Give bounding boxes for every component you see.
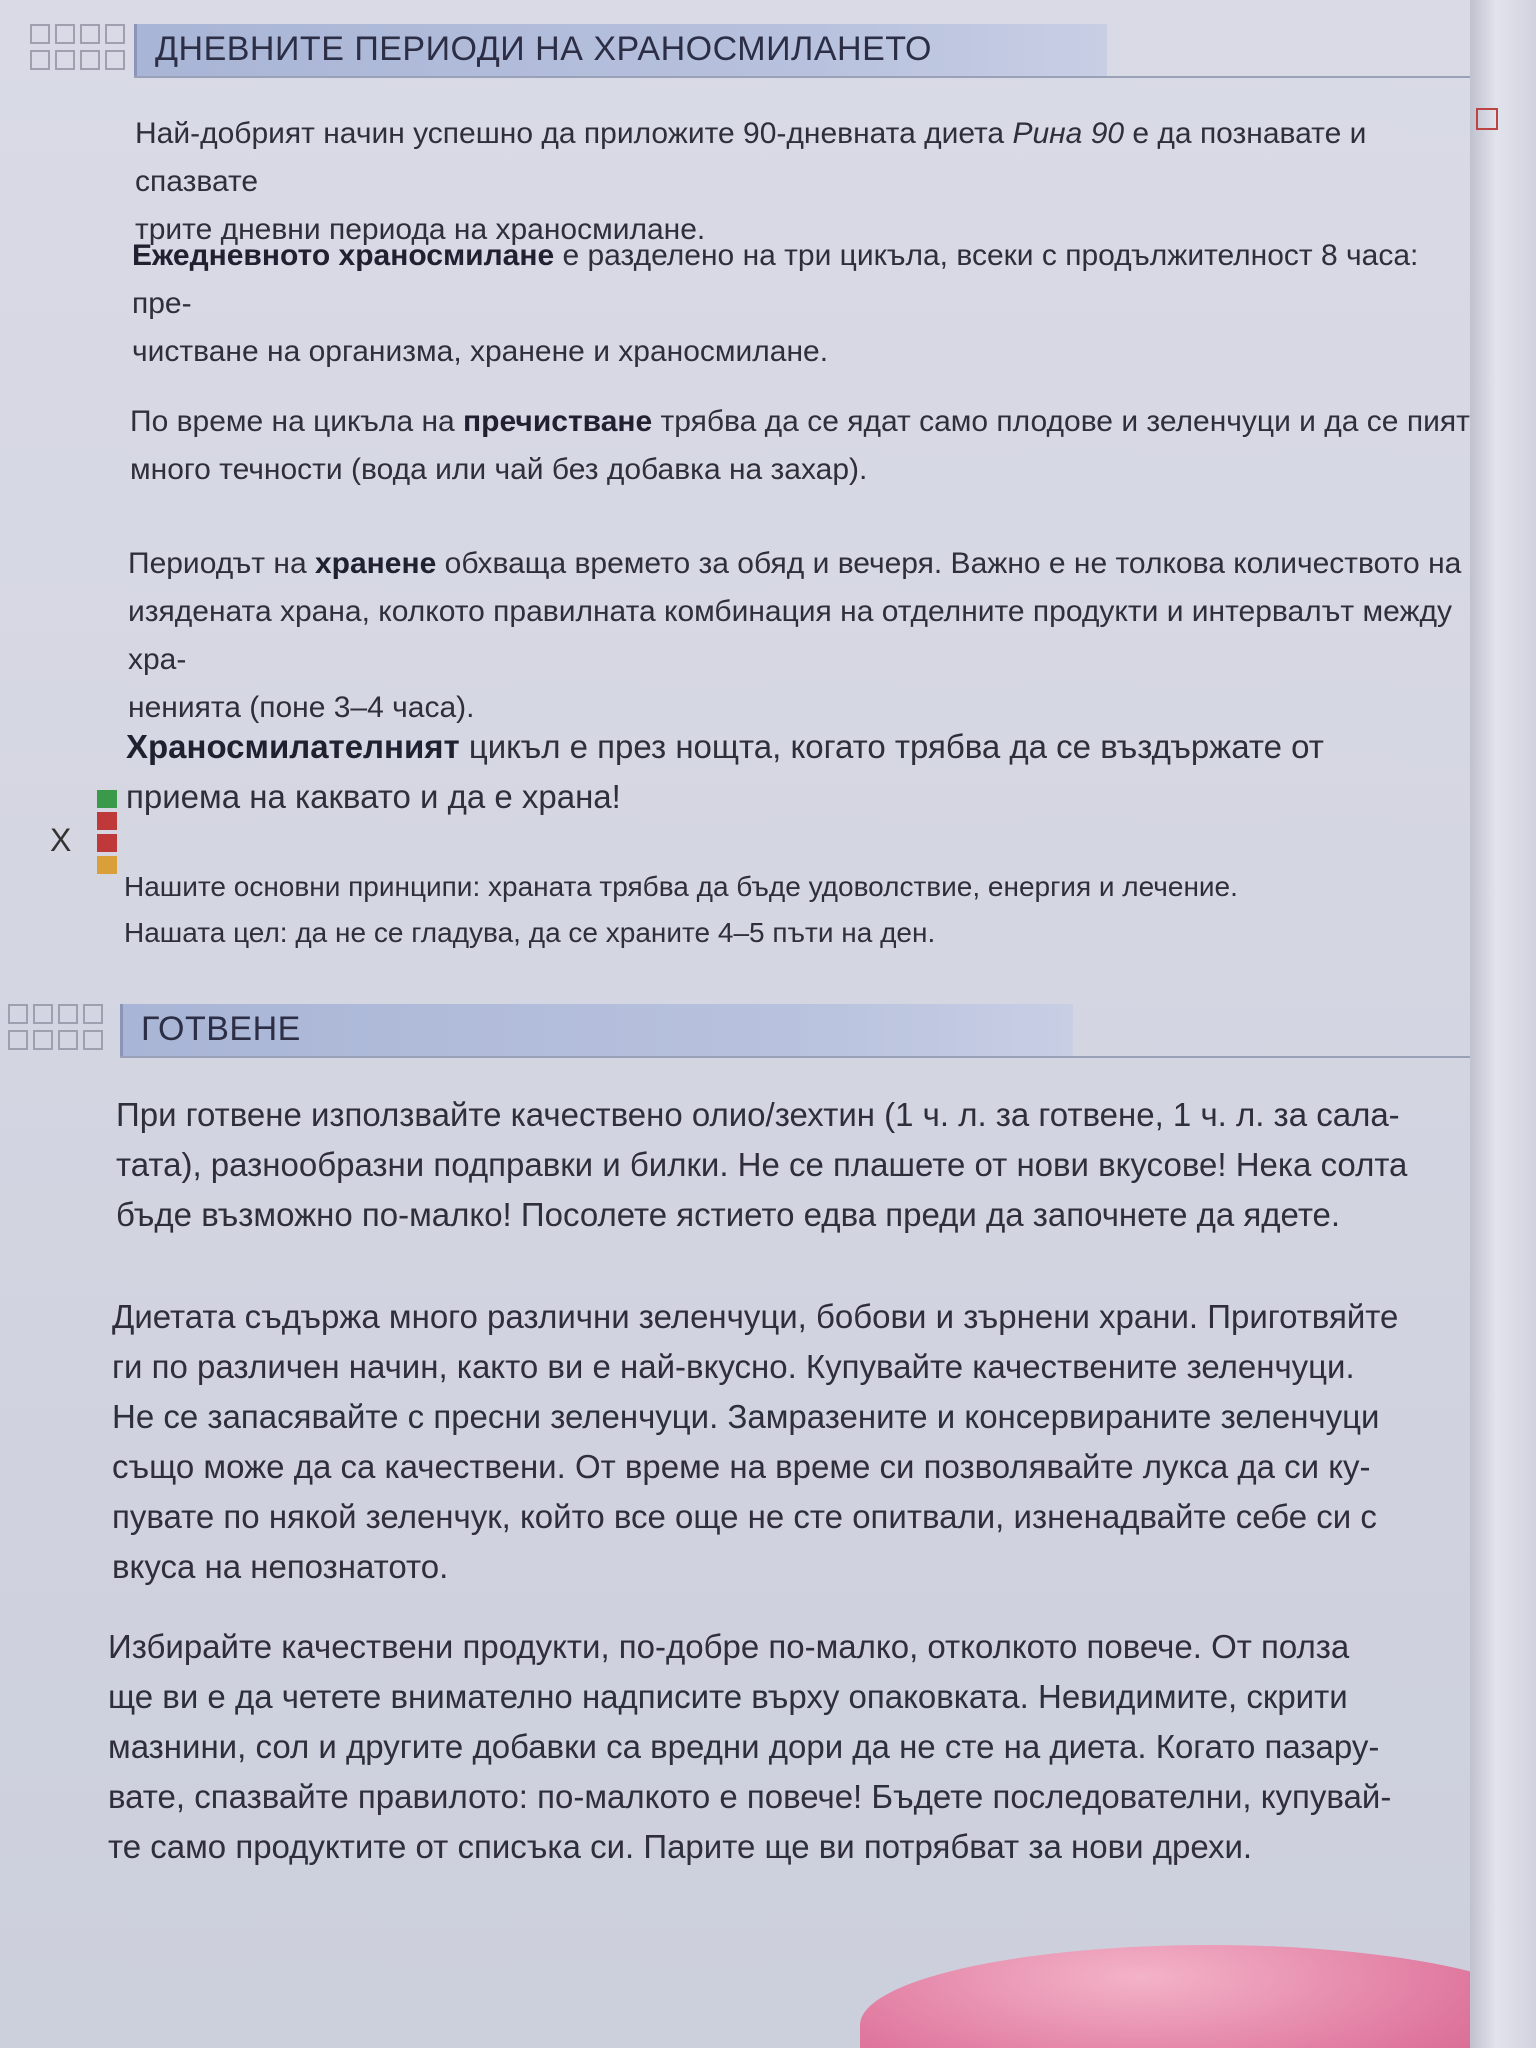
- paragraph-products: [108, 1622, 1488, 1872]
- text-line: ще ви е да четете внимателно надписите върху опаковката. Невидимите, скрити: [108, 1678, 1348, 1715]
- text: чистване на организма, хранене и храносмилане.: [132, 335, 829, 368]
- text: обхваща времето за обяд и вечеря. Важно е не толкова количеството на: [436, 547, 1462, 580]
- text: Най-добрият начин успешно да приложите 90-дневната диета: [135, 117, 1013, 150]
- text: трябва да се ядат само плодове и зеленчуци и да се пият: [652, 405, 1470, 438]
- section-title: ДНЕВНИТЕ ПЕРИОДИ НА ХРАНОСМИЛАНЕТО: [155, 30, 932, 68]
- text: изядената храна, колкото правилната комбинация на отделните продукти и интервалът между хра-: [128, 595, 1453, 676]
- grid-ornament-icon: [8, 1004, 108, 1056]
- bold-term: пречистване: [463, 405, 653, 438]
- text-line: вате, спазвайте правилото: по-малкото е повече! Бъдете последователни, купувай-: [108, 1778, 1392, 1815]
- color-markers: [97, 790, 117, 878]
- diet-name: Рина 90: [1012, 117, 1125, 150]
- text-line: също може да са качествени. От време на време си позволявайте лукса да си ку-: [112, 1448, 1371, 1485]
- section-header-digestion: [30, 20, 1450, 80]
- grid-ornament-icon: [30, 24, 130, 76]
- text: трите дневни периода на храносмилане.: [135, 213, 706, 246]
- section-header-cooking: [8, 1000, 1428, 1060]
- principles-block: [124, 864, 1464, 956]
- text-line: ги по различен начин, както ви е най-вкусно. Купувайте качествените зеленчуци.: [112, 1348, 1355, 1385]
- green-marker-icon: [97, 790, 117, 808]
- text: е да познавате и спазвате: [135, 117, 1367, 198]
- text-line: мазнини, сол и другите добавки са вредни дори да не сте на диета. Когато пазару-: [108, 1728, 1380, 1765]
- paragraph-vegetables: [112, 1292, 1490, 1592]
- text-line: Диетата съдържа много различни зеленчуци, бобови и зърнени храни. Приготвяйте: [112, 1298, 1399, 1335]
- text-line: Избирайте качествени продукти, по-добре по-малко, отколкото повече. От полза: [108, 1628, 1350, 1665]
- paragraph-eating: [128, 540, 1483, 732]
- next-page-ornament: [1476, 108, 1500, 135]
- paragraph-cleansing: [130, 398, 1480, 494]
- page-edge: [1470, 0, 1536, 2048]
- text-line: Не се запасявайте с пресни зеленчуци. Замразените и консервираните зеленчуци: [112, 1398, 1380, 1435]
- bold-term: Храносмилателният: [126, 728, 460, 765]
- text: цикъл е през нощта, когато трябва да се въздържате от: [459, 728, 1324, 765]
- principles-text: Нашите основни принципи: храната трябва да бъде удоволствие, енергия и лечение.: [124, 871, 1238, 902]
- text: приема на каквато и да е храна!: [126, 778, 621, 815]
- text-line: тата), разнообразни подправки и билки. Не се плашете от нови вкусове! Нека солта: [116, 1146, 1408, 1183]
- text-line: вкуса на непознатото.: [112, 1548, 449, 1585]
- square-icon: [1476, 108, 1498, 130]
- x-mark: X: [50, 822, 72, 858]
- header-rule: [120, 1056, 1490, 1058]
- goal-text: Нашата цел: да не се гладува, да се храните 4–5 пъти на ден.: [124, 917, 936, 948]
- text: Периодът на: [128, 547, 315, 580]
- paragraph-cooking-oil: [116, 1090, 1490, 1240]
- orange-marker-icon: [97, 856, 117, 874]
- text-line: те само продуктите от списъка си. Парите ще ви потрябват за нови дрехи.: [108, 1828, 1253, 1865]
- header-rule: [134, 76, 1490, 78]
- text-line: бъде възможно по-малко! Посолете ястието едва преди да започнете да ядете.: [116, 1196, 1341, 1233]
- red-marker-icon: [97, 834, 117, 852]
- section-title: ГОТВЕНЕ: [141, 1010, 301, 1048]
- text: По време на цикъла на: [130, 405, 464, 438]
- text: ненията (поне 3–4 часа).: [128, 691, 475, 724]
- paragraph-daily-digestion: [132, 232, 1472, 376]
- bold-term: Ежедневното храносмилане: [132, 239, 555, 272]
- header-bar: [134, 24, 1107, 76]
- red-marker-icon: [97, 812, 117, 830]
- text: е разделено на три цикъла, всеки с продължителност 8 часа: пре-: [132, 239, 1419, 320]
- bold-term: хранене: [314, 547, 437, 580]
- header-bar: [120, 1004, 1073, 1056]
- text-line: пувате по някой зеленчук, който все още не сте опитвали, изненадвайте себе си с: [112, 1498, 1377, 1535]
- text-line: При готвене използвайте качествено олио/зехтин (1 ч. л. за готвене, 1 ч. л. за сала-: [116, 1096, 1400, 1133]
- finger-photo-element: [860, 1945, 1490, 2048]
- paragraph-night-cycle: [126, 722, 1481, 822]
- text: много течности (вода или чай без добавка на захар).: [130, 453, 868, 486]
